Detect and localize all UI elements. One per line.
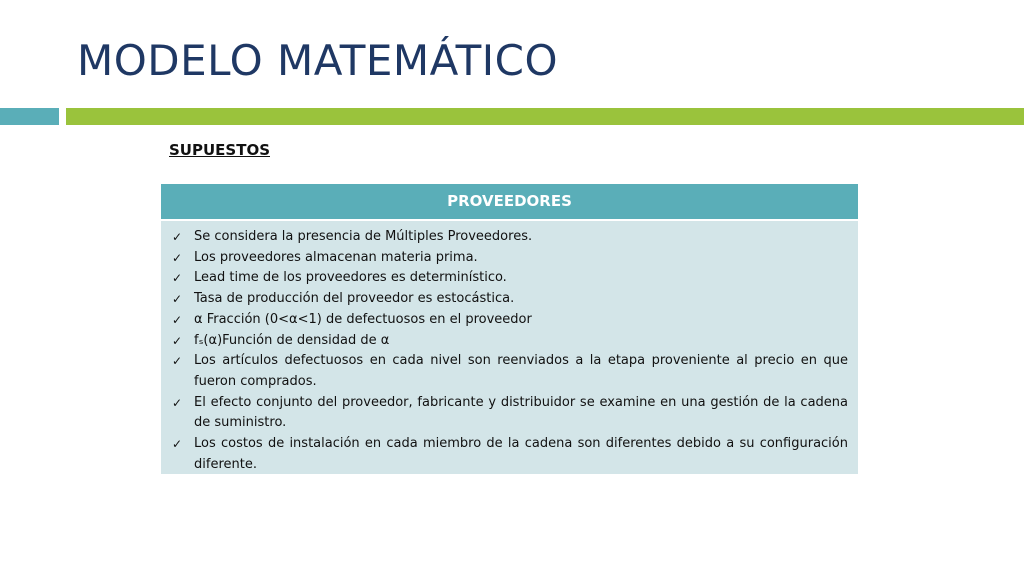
panel-body [161,221,858,475]
list-item [172,393,848,434]
checkmark-icon: ✓ [172,292,183,307]
slide-title: MODELO MATEMÁTICO [77,36,559,85]
checkmark-icon: ✓ [172,312,183,327]
list-item-text: α Fracción (0<α<1) de defectuosos en el proveedor [194,311,532,327]
list-item-text: Los artículos defectuosos en cada nivel son reenviados a la etapa proveniente al precio en que fueron comprados. [194,353,848,389]
checkmark-icon: ✓ [172,354,183,369]
checkmark-icon: ✓ [172,250,183,265]
list-item [172,248,848,269]
list-item-text: El efecto conjunto del proveedor, fabricante y distribuidor se examine en una gestión de la cadena de suministro. [194,394,848,431]
list-item [172,268,848,289]
assumption-list [172,227,848,475]
list-item [172,289,848,310]
list-item-text: Los proveedores almacenan materia prima. [194,249,478,265]
accent-bar-blue [0,108,59,125]
list-item-text: Tasa de producción del proveedor es estocástica. [194,291,515,307]
list-item-text: Lead time de los proveedores es determinístico. [194,270,507,286]
checkmark-icon: ✓ [172,395,183,410]
checkmark-icon: ✓ [172,333,183,348]
list-item [172,434,848,475]
list-item-text: Los costos de instalación en cada miembro de la cadena son diferentes debido a su configuración diferente. [194,436,848,472]
panel-header: PROVEEDORES [161,184,858,221]
accent-bar-green [66,108,1024,125]
checkmark-icon: ✓ [172,271,183,286]
list-item [172,331,848,352]
list-item [172,351,848,392]
list-item-text: fₛ(α)Función de densidad de α [194,332,390,348]
assumptions-panel [161,184,858,474]
checkmark-icon: ✓ [172,230,183,244]
list-item-text: Se considera la presencia de Múltiples Proveedores. [194,229,533,244]
section-subtitle: SUPUESTOS [169,141,270,159]
list-item [172,227,848,248]
checkmark-icon: ✓ [172,437,183,452]
list-item [172,310,848,331]
